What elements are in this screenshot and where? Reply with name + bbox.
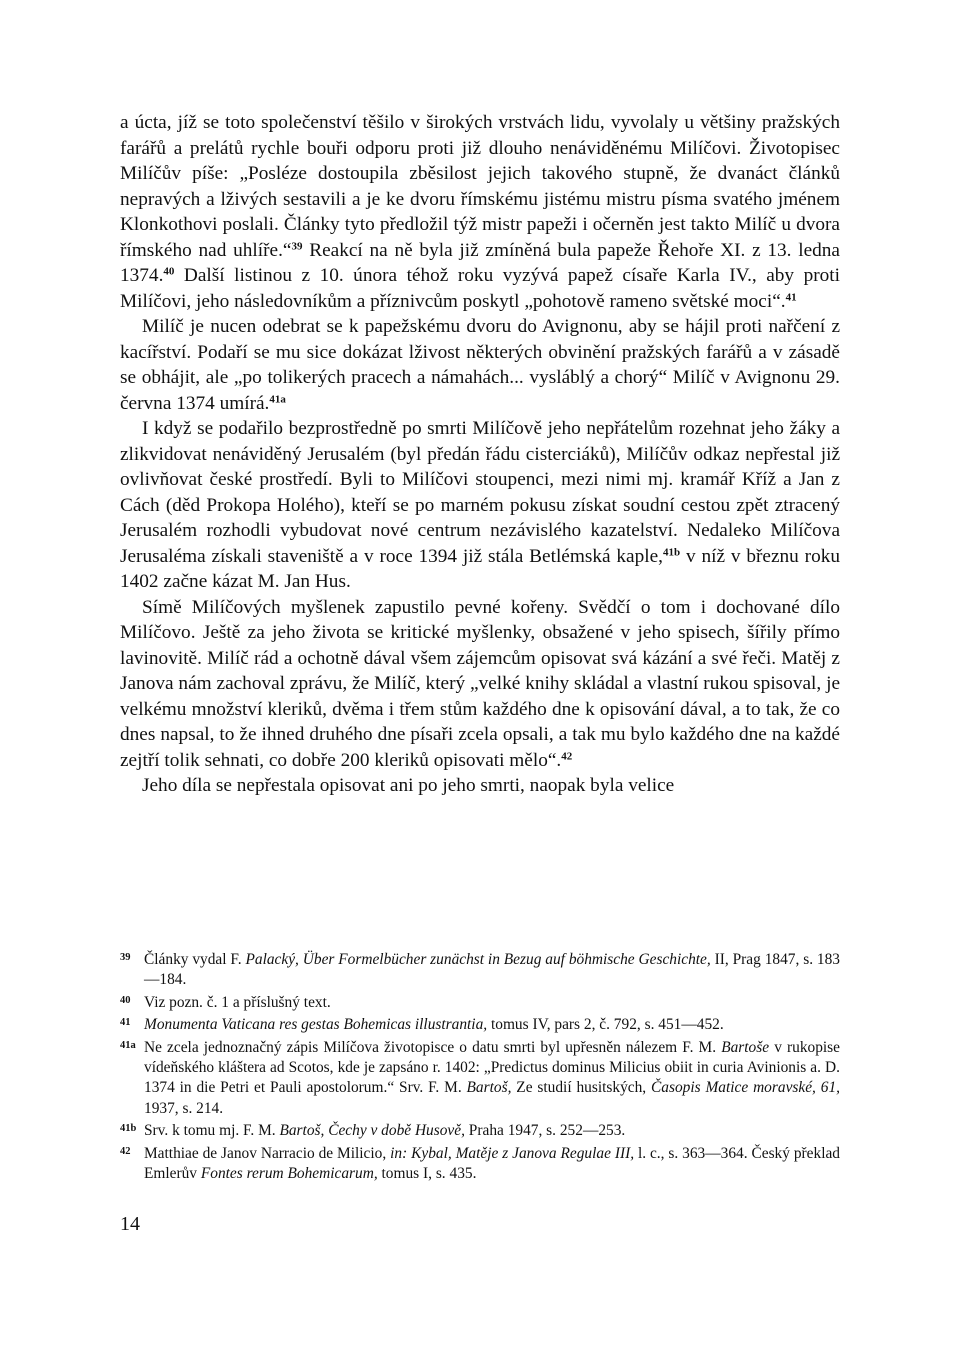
text-run: Srv. k tomu mj. F. M. (144, 1122, 280, 1140)
paragraph (120, 595, 840, 774)
footnote (120, 993, 840, 1013)
text-run: Články vydal F. (144, 951, 246, 968)
italic-run: in: Kybal, Matěje z Janova Regulae III, (390, 1144, 635, 1162)
footnote-number: 41 (120, 1017, 131, 1029)
footnote-number: 42 (120, 1145, 131, 1157)
footnote-number: 41a (120, 1039, 136, 1051)
text-run: Jeho díla se nepřestala opisovat ani po jeho smrti, naopak byla velice (142, 775, 675, 796)
italic-run: Monumenta Vaticana res gestas Bohemicas illustrantia, (144, 1016, 488, 1034)
text-run: Další listinou z 10. února téhož roku vyzývá papež císaře Karla IV., aby proti Milíčovi, jeho následovníkům a příznivcům poskytl „pohotově rameno světské moci“. (120, 265, 840, 312)
text-run: Reakcí na ně byla již zmíněná bula papeže Řehoře XI. z 13. ledna 1374. (120, 239, 840, 286)
italic-run: Fontes rerum Bohemicarum, (200, 1165, 378, 1183)
paragraph (120, 110, 840, 314)
footnote-number: 40 (120, 994, 131, 1006)
paragraph (120, 773, 840, 799)
footnote-ref: 41a (269, 392, 286, 405)
footnote-ref: 42 (561, 749, 573, 762)
footnote-ref: 39 (291, 239, 303, 252)
footnote-number: 41b (120, 1123, 137, 1135)
text-run: 1937, s. 214. (144, 1099, 224, 1117)
text-run: v rukopise vídeňského kláštera ad Scotos, kde je zapsáno r. 1402: „Predictus dominus Milicius obiit in curia Avinionis a. D. 1374 in die Petri et Pauli apostolorum.“ Srv. F. M. (144, 1038, 840, 1097)
text-run: Ne zcela jednoznačný zápis Milíčova životopisce o datu smrti byl upřesněn nálezem F. M. (144, 1038, 722, 1056)
text-run: Praha 1947, s. 252—253. (464, 1122, 626, 1140)
italic-run: Bartoš, Čechy v době Husově, (279, 1122, 465, 1140)
footnote (120, 1015, 840, 1035)
text-run: l. c., s. 363—364. Český překlad Emlerův (144, 1144, 840, 1183)
footnotes (120, 950, 840, 1186)
body-text (120, 110, 840, 799)
footnote-ref: 41b (663, 545, 681, 558)
footnote (120, 950, 840, 991)
italic-run: Bartoš, (466, 1079, 512, 1097)
text-run: I když se podařilo bezprostředně po smrti Milíčově jeho nepřátelům rozehnat jeho žáky a zlikvidovat nenáviděný Jerusalém (byl předán řádu cisterciáků), Milíčův odkaz nepřestal již ovlivňovat české prostředí. Byli to Milíčovi stoupenci, mezi nimi mj. kramář Kříž a Jan z Cách (děd Prokopa Holého), kteří se po marném pokusu získat soudní cestou zpět ztracený Jerusalém rozhodli vybudovat nové centrum nezávislého kazatelství. Nedaleko Milíčova Jerusaléma získali staveniště a v roce 1394 již stála Betlémská kaple, (120, 418, 840, 567)
italic-run: Palacký, Über Formelbücher zunächst in Bezug auf böhmische Geschichte, (245, 951, 711, 968)
text-run: II, Prag 1847, s. 183—184. (144, 951, 841, 989)
paragraph (120, 416, 840, 595)
paragraph (120, 314, 840, 416)
text-run: v níž v březnu roku 1402 začne kázat M. Jan Hus. (120, 545, 840, 592)
text-run: Matthiae de Janov Narracio de Milicio, (144, 1144, 391, 1162)
text-run: Símě Milíčových myšlenek zapustilo pevné kořeny. Svědčí o tom i dochované dílo Milíčovo. Ještě za jeho života se kritické myšlenky, obsažené v jeho spisech, šířily přímo lavinovitě. Milíč rád a ochotně dával všem zájemcům opisovat svá kázání a své řeči. Matěj z Janova nám zachoval zprávu, že Milíč, který „velké knihy skládal a vlastní rukou spisoval, je velkému množství kleriků, dvěma i třem stům každého dne k opisování dával, a to tak, že co dnes napsal, to že ihned druhého dne písaři zcela opsali, a tak mu bylo každého dne na každé zejtří tolik sehnati, co dobře 200 kleriků opisovati mělo“. (120, 596, 840, 771)
footnote-number: 39 (120, 952, 131, 963)
page-number: 14 (120, 1213, 140, 1235)
italic-run: Bartoše (721, 1038, 770, 1056)
footnote-ref: 41 (785, 290, 797, 303)
text-run: Ze studií husitských, (511, 1079, 652, 1097)
text-run: Milíč je nucen odebrat se k papežskému dvoru do Avignonu, aby se hájil proti nařčení z kacířství. Podaří se mu sice dokázat lživost některých obvinění pražských farářů a v zásadě se obhájit, ale „po tolikerých pracech a námahách... vysláblý a chorý“ Milíč v Avignonu 29. června 1374 umírá. (120, 316, 840, 414)
footnote (120, 1038, 840, 1120)
text-run: tomus I, s. 435. (377, 1165, 477, 1183)
footnote-ref: 40 (163, 265, 175, 278)
text-run: tomus IV, pars 2, č. 792, s. 451—452. (487, 1016, 724, 1034)
footnote (120, 1144, 840, 1185)
footnote (120, 1121, 840, 1141)
text-run: a úcta, jíž se toto společenství těšilo v širokých vrstvách lidu, vyvolaly u většiny pražských farářů a prelátů rychle bouři odporu proti již dlouho nenáviděnému Milíčovi. Životopisec Milíčův píše: „Posléze dostoupila zběsilost jejich takového stupně, že dvanáct článků nepravých a lživých sestavili a je ke dvoru římskému jistému mistru písma svatého jménem Klonkothovi poslali. Články tyto předložil týž mistr papeži i očerněn jest takto Milíč u dvora římského nad uhlíře.“ (120, 112, 840, 261)
text-run: Viz pozn. č. 1 a příslušný text. (144, 993, 331, 1011)
italic-run: Časopis Matice moravské, 61, (651, 1079, 840, 1097)
